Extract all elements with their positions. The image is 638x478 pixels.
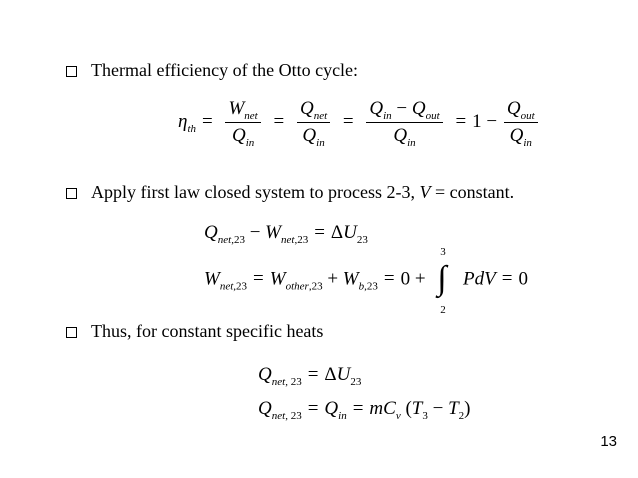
equation-first-law: $Q_{net,23} - W_{net,23} = \Delta U_{23}$	[204, 222, 368, 246]
bullet-specific-heats	[66, 321, 323, 342]
integral-symbol: 3 ∫ 2	[437, 246, 447, 316]
bullet-text: Apply first law closed system to process 2-3,	[91, 182, 415, 202]
checkbox-bullet-icon	[66, 188, 77, 199]
equation-heat-internal-energy: $Q_{net, 23} = \Delta U_{23}$	[258, 364, 362, 388]
equation-heat-in: $Q_{net, 23} = Q_{in} = mC_v$ $(T_3 - T_2)$	[258, 398, 471, 422]
equation-thermal-efficiency: $\eta_{th}$ = $\frac{W_{net}}{Q_{in}}$ = $\frac{Q_{net}}{Q_{in}}$ = $\frac{Q_{in} - Q_{out}}{Q_{in}}$ = 1 − $\frac{Q_{out}}{Q_{in}}$	[178, 98, 540, 147]
checkbox-bullet-icon	[66, 66, 77, 77]
volume-variable: V	[419, 182, 431, 202]
bullet-first-law	[66, 182, 514, 203]
bullet-text: Thus, for constant specific heats	[91, 321, 324, 341]
bullet-otto-efficiency	[66, 60, 358, 81]
page-number: 13	[600, 433, 617, 450]
equation-work: $W_{net,23} = W_{other,23} + W_{b,23} = 0$ + 3 ∫ 2 PdV = 0	[204, 246, 528, 316]
bullet-text-tail: = constant.	[430, 182, 515, 202]
bullet-text: Thermal efficiency of the Otto cycle:	[91, 60, 359, 80]
checkbox-bullet-icon	[66, 327, 77, 338]
